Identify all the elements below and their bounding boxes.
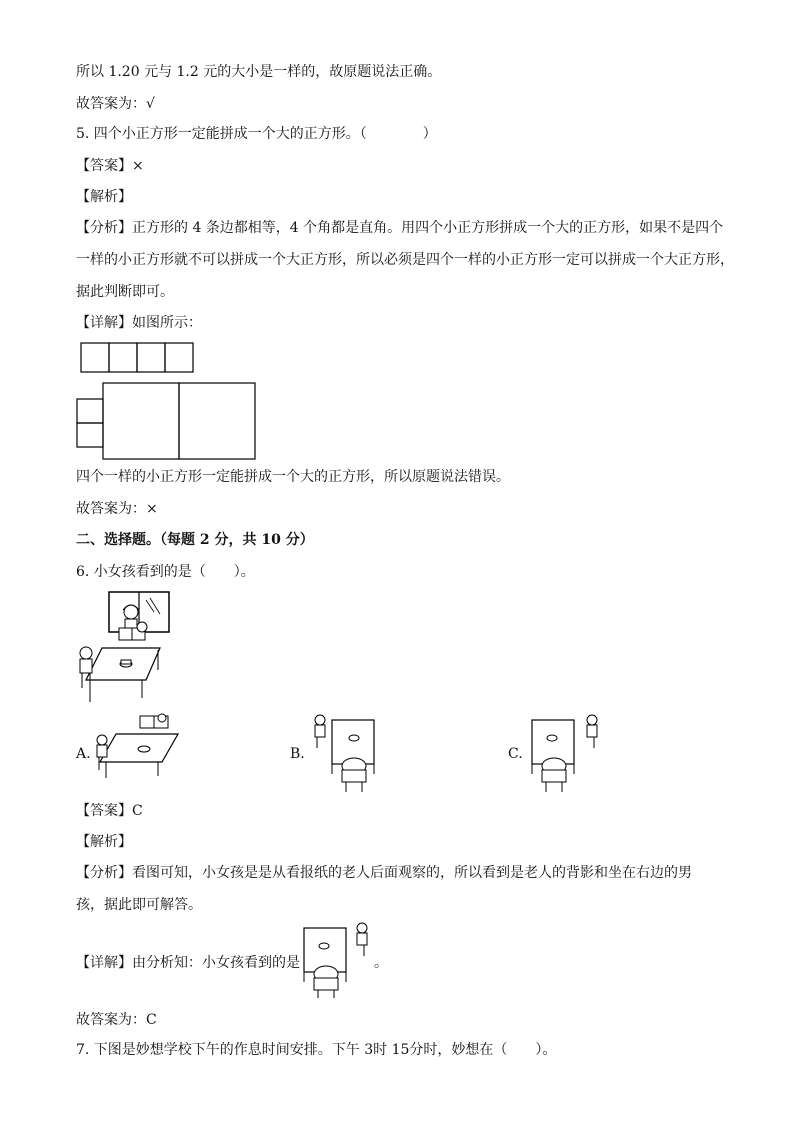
question-6: 6. 小女孩看到的是（ ）。 (76, 564, 255, 580)
classroom-scene-illustration (76, 590, 176, 708)
detail-text: 【详解】由分析知：小女孩看到的是 (76, 955, 300, 971)
option-b-illustration[interactable] (308, 712, 388, 794)
analysis-label: 【解析】 (76, 189, 132, 205)
text-line: 所以 1.20 元与 1.2 元的大小是一样的，故原题说法正确。 (76, 64, 442, 80)
answer-label: 【答案】C (76, 803, 143, 819)
analysis-text: 【分析】正方形的 4 条边都相等，4 个角都是直角。用四个小正方形拼成一个大的正方形，如果不是四个 (76, 220, 724, 236)
option-c-illustration[interactable] (526, 712, 606, 794)
section-heading: 二、选择题。（每题 2 分，共 10 分） (76, 532, 314, 548)
answer-c-illustration (300, 920, 374, 1000)
final-answer: 故答案为：× (76, 501, 158, 517)
question-7: 7. 下图是妙想学校下午的作息时间安排。下午 3时 15分时，妙想在（ ）。 (76, 1042, 557, 1058)
period: 。 (374, 955, 388, 971)
option-a-illustration[interactable] (92, 712, 182, 780)
analysis-text: 孩，据此即可解答。 (76, 897, 202, 913)
final-answer: 故答案为：C (76, 1012, 157, 1028)
text-line: 故答案为：√ (76, 96, 155, 112)
four-squares-row-figure (80, 342, 194, 374)
option-b-label: B. (290, 746, 305, 762)
analysis-label: 【解析】 (76, 834, 132, 850)
conclusion-text: 四个一样的小正方形一定能拼成一个大的正方形，所以原题说法错误。 (76, 469, 510, 485)
analysis-text: 据此判断即可。 (76, 284, 174, 300)
question-5: 5. 四个小正方形一定能拼成一个大的正方形。（ ） (76, 126, 437, 142)
detail-text: 【详解】如图所示： (76, 315, 202, 331)
option-a-label: A. (76, 746, 91, 762)
answer-label: 【答案】× (76, 158, 144, 174)
option-c-label: C. (508, 746, 523, 762)
analysis-text: 一样的小正方形就不可以拼成一个大正方形，所以必须是四个一样的小正方形一定可以拼成一个大正方形， (76, 252, 734, 268)
analysis-text: 【分析】看图可知，小女孩是是从看报纸的老人后面观察的，所以看到是老人的背影和坐在右边的男 (76, 865, 692, 881)
unequal-squares-figure (76, 382, 256, 462)
